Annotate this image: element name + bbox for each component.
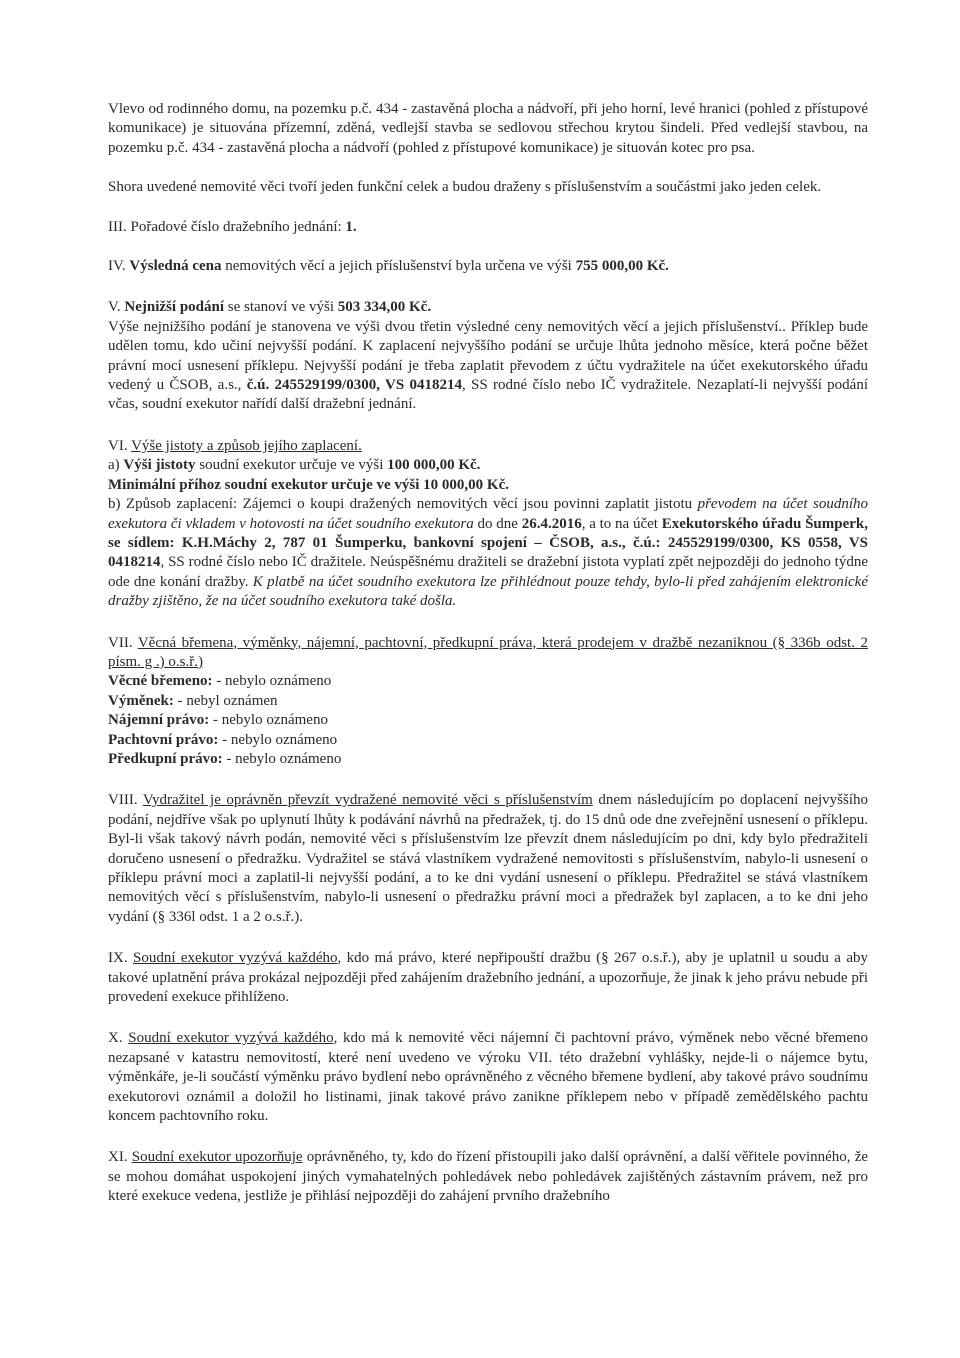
text: , SS rodné číslo nebo IČ dražitele. Neúspěšnému dražiteli se dražební jistota vyplatí zpět nejpozději do jednoho týdne ode dne konání dražby. — [108, 554, 868, 590]
text: oprávněného, ty, kdo do řízení přistoupili jako další oprávnění, a další věřitele povinného, že se mohou domáhat uspokojení jiných vymahatelných pohledávek nebo pohledávek zajištěných zástavním právem, než pro které exekuce vedena, jestliže je přihlásí nejpozději do zahájení prvního dražebního — [108, 1149, 869, 1205]
section-heading: Vydražitel je oprávněn převzít vydražené nemovité věci s příslušenstvím — [142, 792, 593, 809]
italic-text: převodem na účet soudního exekutora či vkladem v hotovosti na účet soudního exekutora — [108, 496, 868, 532]
bold-label: Výši jistoty — [123, 457, 196, 474]
section-iii-auction-number — [108, 218, 868, 237]
section-iv-resulting-price — [108, 257, 868, 276]
text: a) — [108, 457, 124, 474]
text: , kdo má právo, které nepřipouští dražbu (§ 267 o.s.ř.), aby je uplatnil u soudu a aby takové uplatnění práva prokázal nejpozději před zahájením dražebního jednání, a upozorňuje, že jinak k jeho právu nebude při provedení exekuce přihlíženo. — [108, 950, 869, 1006]
deposit-value: 100 000,00 Kč. — [387, 457, 481, 474]
section-ix-call — [108, 949, 868, 1007]
auction-number: 1. — [345, 218, 357, 235]
document-body — [108, 100, 868, 1207]
text: - nebylo oznámeno — [218, 731, 338, 748]
text: X. — [108, 1030, 129, 1047]
text: Vlevo od rodinného domu, na pozemku p.č. 434 - zastavěná plocha a nádvoří, při jeho horní, levé hranici (pohled z přístupové komunikace) je situována přízemní, zděná, vedlejší stavba se sedlovou střechou krytou šindeli. Před vedlejší stavbou, na pozemku p.č. 434 - zastavěná plocha a nádvoří (pohled z přístupové komunikace) je situován kotec pro psa. — [108, 101, 868, 156]
text: soudní exekutor určuje ve výši — [195, 457, 388, 474]
text: VI. — [108, 437, 132, 454]
minimum-increment: Minimální příhoz soudní exekutor určuje ve výši 10 000,00 Kč. — [108, 476, 509, 493]
bold-label: Výsledná cena — [129, 258, 222, 275]
bold-label: Nejnižší podání — [124, 299, 225, 316]
paragraph-property-description — [108, 100, 868, 158]
resulting-price-value: 755 000,00 Kč. — [575, 258, 669, 275]
deadline-date: 26.4.2016 — [521, 515, 582, 532]
section-vi-deposit — [108, 437, 868, 612]
text: V. — [108, 299, 125, 316]
text: III. Pořadové číslo dražebního jednání: — [108, 218, 346, 235]
bold-label: Nájemní právo: — [108, 712, 210, 729]
text: - nebylo oznámeno — [209, 712, 328, 729]
text: nemovitých věcí a jejich příslušenství byla určena ve výši — [221, 258, 576, 275]
lowest-bid-value: 503 334,00 Kč. — [337, 299, 432, 316]
text: IV. — [108, 258, 130, 275]
section-viii-taking-over — [108, 791, 868, 927]
bold-label: Výměnek: — [108, 692, 174, 709]
bold-label: Věcné břemeno: — [108, 673, 213, 690]
italic-text: K platbě na účet soudního exekutora lze přihlédnout pouze tehdy, bylo-li před zahájením elektronické dražby zjištěno, že na účet soudního exekutora také došla. — [108, 573, 868, 610]
section-xi-notice — [108, 1148, 868, 1206]
text: Shora uvedené nemovité věci tvoří jeden funkční celek a budou draženy s příslušenstvím a součástmi jako jeden celek. — [108, 179, 822, 196]
text: dnem následujícím po doplacení nejvyššího podání, nejdříve však po uplynutí lhůty k podávání návrhů na předražek, tj. do 15 dnů ode dne zveřejnění usnesení o příklepu. Byl-li však takový návrh podán, nemovité věci s příslušenstvím lze převzít dnem následujícím po dni, kdy bylo předražiteli doručeno usnesení o předražku. Vydražitel se stává vlastníkem vydražené nemovitosti s příslušenstvím, nabylo-li usnesení o příklepu právní moci a zaplatil-li nejvyšší podání, a to ke dni vydání usnesení o příklepu. Předražitel se stává vlastníkem nemovitých věcí s příslušenstvím, nabylo-li usnesení o předražku právní moci a předražek byl zaplacen, a to ke dni jeho vydání (§ 336l odst. 1 a 2 o.s.ř.). — [108, 792, 869, 925]
section-heading: Soudní exekutor upozorňuje — [131, 1149, 303, 1166]
text: - nebyl oznámen — [173, 692, 278, 709]
text: Výše nejnižšího podání je stanovena ve výši dvou třetin výsledné ceny nemovitých věcí a jejich příslušenství.. Příklep bude udělen tomu, kdo učiní nejvyšší podání. K zaplacení nejvyššího podání se určuje lhůta jednoho měsíce, která počne běžet právní mocí usnesení příklepu. Nejvyšší podání je třeba zaplatit převodem z účtu vydražitele na účet exekutorského úřadu vedený u ČSOB, a.s., — [108, 318, 868, 394]
text: - nebylo oznámeno — [212, 673, 332, 690]
section-heading: Soudní exekutor vyzývá každého — [132, 950, 338, 967]
text: , kdo má k nemovité věci nájemní či pachtovní právo, výměnek nebo věcné břemeno nezapsané v katastru nemovitostí, které není uvedeno ve výroku VII. této dražební vyhlášky, nejde-li o nájemce bytu, výměnkáře, je-li součástí výměnku právo bydlení nebo oprávněného z věcného břemene bydlení, aby takové právo soudnímu exekutorovi oznámil a doložil ho listinami, jinak takové právo zanikne příklepem nebo v případě zemědělského pachtu koncem pachtovního roku. — [108, 1030, 869, 1125]
text: - nebylo oznámeno — [222, 750, 342, 767]
paragraph-functional-unit — [108, 178, 868, 197]
account-number: č.ú. 245529199/0300, VS 0418214 — [246, 377, 462, 394]
bold-label: Pachtovní právo: — [108, 731, 219, 748]
bold-label: Předkupní právo: — [108, 750, 223, 767]
text: , SS rodné číslo nebo IČ vydražitele. Nezaplatí-li nejvyšší podání včas, soudní exekutor nařídí další dražební jednání. — [108, 377, 868, 413]
text: , a to na účet — [581, 515, 662, 532]
text: VIII. — [108, 792, 143, 809]
office-bank-details: Exekutorského úřadu Šumperk, se sídlem: K.H.Máchy 2, 787 01 Šumperku, bankovní spojení – ČSOB, a.s., č.ú.: 245529199/0300, KS 0558, VS 0418214 — [108, 515, 869, 571]
text: IX. — [108, 950, 133, 967]
section-heading: Věcná břemena, výměnky, nájemní, pachtovní, předkupní práva, která prodejem v dražbě nezaniknou (§ 336b odst. 2 písm. g .) o.s.ř.) — [108, 634, 868, 670]
text: do dne — [473, 515, 522, 532]
section-x-call — [108, 1029, 868, 1126]
section-heading: Výše jistoty a způsob jejího zaplacení. — [131, 437, 362, 454]
text: VII. — [108, 634, 138, 651]
text: XI. — [108, 1149, 132, 1166]
section-v-lowest-bid — [108, 298, 868, 414]
text: b) Způsob zaplacení: Zájemci o koupi dražených nemovitých věcí jsou povinni zaplatit jistotu — [108, 496, 698, 513]
section-vii-encumbrances — [108, 634, 868, 770]
section-heading: Soudní exekutor vyzývá každého — [128, 1030, 334, 1047]
text: se stanoví ve výši — [224, 299, 338, 316]
